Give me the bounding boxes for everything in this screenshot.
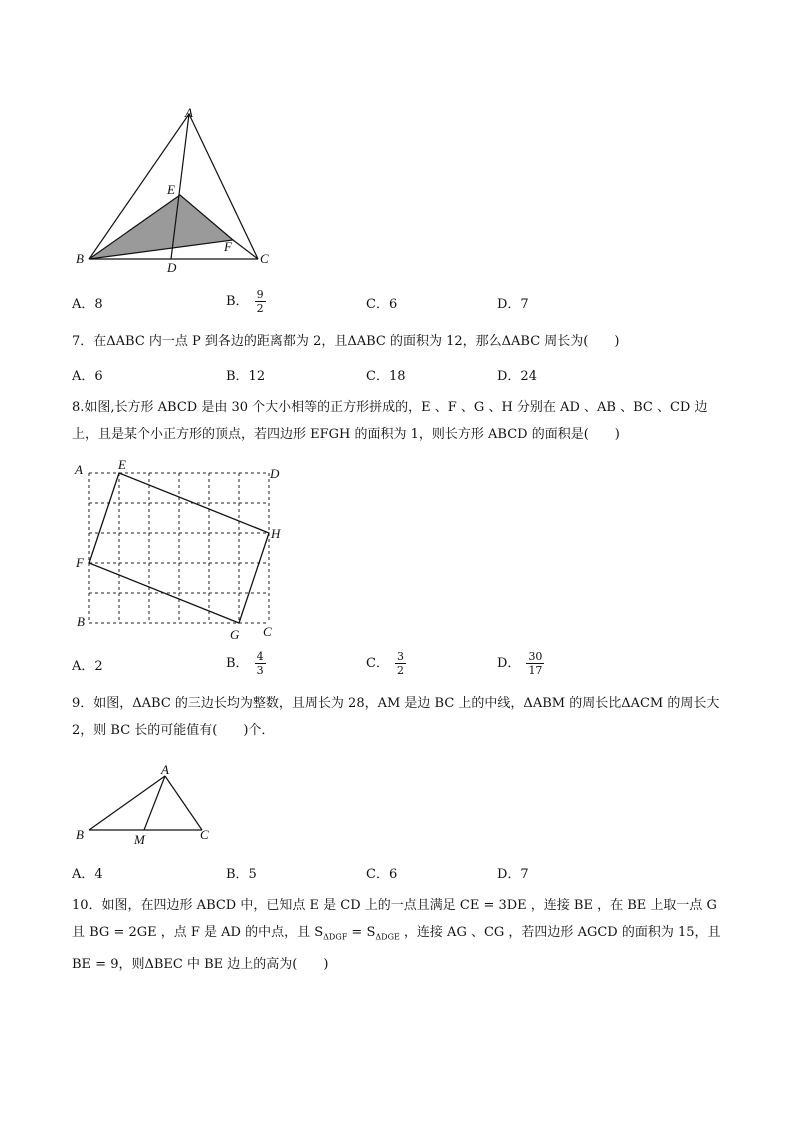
- label-a: A: [161, 762, 169, 777]
- side-ac: [165, 776, 202, 830]
- question-10-line-2: 且 BG = 2GE ，点 F 是 AD 的中点，且 $S_{\Delta DGF} = S_{\Delta DGE}$ ，连接 AG 、CG ，若四边形 AGCD 的面积为 15，且: [72, 925, 721, 942]
- option-q8-a: A．2: [72, 659, 103, 674]
- option-q8-b: [226, 650, 266, 677]
- option-q8-c-prefix: C．: [366, 656, 389, 671]
- option-q6-a: A．8: [72, 297, 103, 312]
- fraction-30-17: $\frac{30}{17}$: [528, 650, 543, 677]
- label-g: G: [230, 627, 240, 642]
- option-q8-d-prefix: D．: [497, 656, 521, 671]
- label-a: A: [185, 105, 193, 120]
- label-d: D: [270, 466, 280, 481]
- label-c: C: [200, 827, 209, 842]
- label-b: B: [76, 251, 84, 266]
- label-e: E: [118, 458, 126, 472]
- label-e: E: [167, 182, 175, 197]
- option-q6-b: [226, 288, 266, 315]
- question-10-line-1: 10．如图，在四边形 ABCD 中，已知点 E 是 CD 上的一点且满足 CE = 3DE ，连接 BE ，在 BE 上取一点 G: [72, 898, 717, 913]
- label-f: F: [76, 555, 84, 570]
- dashed-grid: [89, 473, 269, 623]
- question-7: 7．在ΔABC 内一点 P 到各边的距离都为 2，且ΔABC 的面积为 12，那么ΔABC 周长为( ): [72, 334, 620, 349]
- fraction-9-2: $\frac{9}{2}$: [256, 288, 264, 315]
- option-q7-a: A．6: [72, 369, 103, 384]
- option-q6-d: D．7: [497, 297, 529, 312]
- segment-fc: [233, 240, 258, 259]
- label-a: A: [75, 462, 83, 477]
- option-q7-d: D．24: [497, 369, 537, 384]
- option-q7-b: B．12: [226, 369, 266, 384]
- label-m: M: [134, 832, 145, 847]
- figure-grid-rectangle: [70, 458, 300, 643]
- option-q8-d: [497, 650, 544, 677]
- question-10: [72, 892, 732, 978]
- option-q9-a: A．4: [72, 867, 103, 882]
- option-q6-c: C．6: [366, 297, 398, 312]
- figure-triangle-median: [70, 760, 230, 850]
- option-q8-c: [366, 650, 406, 677]
- label-b: B: [77, 614, 85, 629]
- label-b: B: [76, 827, 84, 842]
- fraction-4-3: $\frac{4}{3}$: [256, 650, 264, 677]
- label-h: H: [271, 526, 281, 541]
- question-8: 8.如图,长方形 ABCD 是由 30 个大小相等的正方形拼成的，E 、F 、G 、H 分别在 AD 、AB 、BC 、CD 边上，且是某个小正方形的顶点，若四边形 EFGH 的面积为 1，则长方形 ABCD 的面积是( ): [72, 400, 708, 442]
- question-9: 9．如图，ΔABC 的三边长均为整数，且周长为 28，AM 是边 BC 上的中线，ΔABM 的周长比ΔACM 的周长大 2，则 BC 长的可能值有( )个．: [72, 696, 720, 738]
- option-q7-c: C．18: [366, 369, 406, 384]
- figure-triangle-abc: [70, 105, 290, 275]
- option-q9-c: C．6: [366, 867, 398, 882]
- option-q9-b: B．5: [226, 867, 257, 882]
- question-10-line-3: BE = 9，则ΔBEC 中 BE 边上的高为( ): [72, 956, 329, 972]
- label-f: F: [224, 239, 232, 254]
- fraction-3-2: $\frac{3}{2}$: [396, 650, 404, 677]
- option-q8-b-prefix: B．: [226, 656, 249, 671]
- label-d: D: [167, 260, 177, 275]
- option-q9-d: D．7: [497, 867, 529, 882]
- label-c: C: [260, 251, 269, 266]
- label-c: C: [263, 624, 272, 639]
- option-q6-b-prefix: B．: [226, 294, 249, 309]
- side-ab: [89, 776, 165, 830]
